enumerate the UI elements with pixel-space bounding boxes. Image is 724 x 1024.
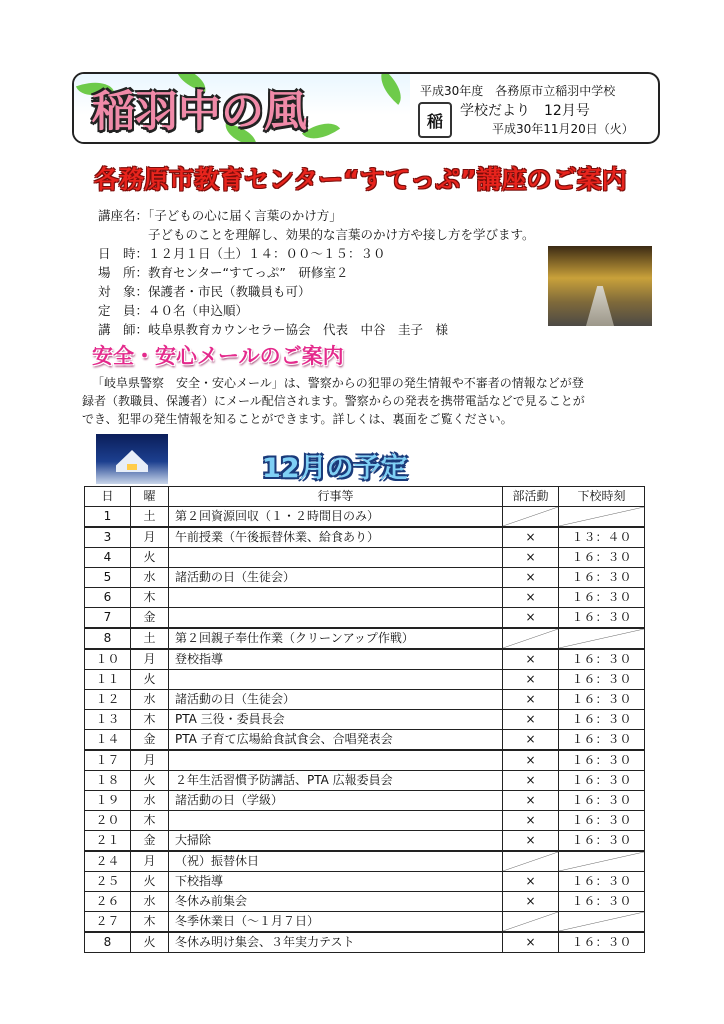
row-club: × [503,932,559,953]
row-club: × [503,730,559,751]
row-day: 3 [85,527,131,548]
schedule-row [85,568,645,588]
mail-paragraph-line: 録者（教職員、保護者）にメール配信されます。警察からの発表を携帯電話などで見ることが [82,394,585,408]
header-day: 日 [85,487,131,507]
row-club: × [503,710,559,730]
row-event: 諸活動の日（生徒会） [169,568,503,588]
row-club: × [503,690,559,710]
row-day: １１ [85,670,131,690]
row-weekday: 金 [131,608,169,629]
row-event [169,811,503,831]
snow-village-photo [96,434,168,484]
window-light [127,464,137,470]
leaf-decoration [372,72,410,105]
schedule-header-row [85,487,645,507]
row-dismissal: １６：３０ [559,608,645,629]
row-day: １９ [85,791,131,811]
row-club: × [503,791,559,811]
row-club: × [503,548,559,568]
header-event: 行事等 [169,487,503,507]
row-event: 第２回親子奉仕作業（クリーンアップ作戦） [169,628,503,649]
header-dismissal: 下校時刻 [559,487,645,507]
row-dismissal: １６：３０ [559,730,645,751]
row-day: １８ [85,771,131,791]
row-dismissal: １６：３０ [559,690,645,710]
row-day: １３ [85,710,131,730]
slash-mark [559,629,644,648]
row-event: 午前授業（午後振替休業、給食あり） [169,527,503,548]
row-weekday: 水 [131,568,169,588]
row-club [503,851,559,872]
row-weekday: 火 [131,932,169,953]
row-day: 6 [85,588,131,608]
course-info-line: 講座名：「子どもの心に届く言葉のかけ方」 [98,208,342,223]
row-event: PTA 子育て広場給食試食会、合唱発表会 [169,730,503,751]
row-club: × [503,568,559,588]
row-day: 1 [85,507,131,528]
slash-mark [559,912,644,931]
row-club: × [503,892,559,912]
row-club [503,912,559,933]
header-club: 部活動 [503,487,559,507]
newsletter-header [72,72,660,144]
slash-mark [559,852,644,871]
row-day: ２６ [85,892,131,912]
row-dismissal: １６：３０ [559,831,645,852]
row-dismissal [559,507,645,528]
row-dismissal: １６：３０ [559,791,645,811]
row-weekday: 火 [131,670,169,690]
row-dismissal: １６：３０ [559,588,645,608]
row-club [503,628,559,649]
schedule-row [85,670,645,690]
schedule-row [85,791,645,811]
row-event: 冬休み明け集会、３年実力テスト [169,932,503,953]
schedule-row [85,588,645,608]
row-weekday: 木 [131,912,169,933]
slash-mark [503,912,558,931]
row-dismissal: １３：４０ [559,527,645,548]
row-event: ２年生活習慣予防講話、PTA 広報委員会 [169,771,503,791]
row-day: 5 [85,568,131,588]
row-club [503,507,559,528]
row-weekday: 月 [131,649,169,670]
row-event: 第２回資源回収（１・２時間目のみ） [169,507,503,528]
row-dismissal [559,912,645,933]
row-event: 冬休み前集会 [169,892,503,912]
row-day: １２ [85,690,131,710]
row-dismissal [559,851,645,872]
row-day: 7 [85,608,131,629]
newsletter-banner: 稲羽中の風 [92,87,307,137]
schedule-heading: 12月の予定 [262,453,408,484]
row-event: 下校指導 [169,872,503,892]
row-weekday: 水 [131,892,169,912]
row-day: ２７ [85,912,131,933]
row-day: ２５ [85,872,131,892]
school-emblem: 稲 [418,102,452,138]
row-day: １７ [85,750,131,771]
row-weekday: 月 [131,851,169,872]
course-info-line: 講 師：岐阜県教育カウンセラー協会 代表 中谷 圭子 様 [98,322,449,337]
row-event [169,670,503,690]
row-event: 登校指導 [169,649,503,670]
row-weekday: 金 [131,831,169,852]
row-club: × [503,771,559,791]
row-club: × [503,670,559,690]
row-club: × [503,750,559,771]
header-weekday: 曜 [131,487,169,507]
slash-mark [559,507,644,526]
schedule-row [85,851,645,872]
header-art [74,74,410,142]
leaf-decoration [302,114,340,144]
course-info-line: 場 所：教育センター“すてっぷ” 研修室２ [98,265,349,280]
schedule-row [85,872,645,892]
row-day: ２４ [85,851,131,872]
row-weekday: 木 [131,588,169,608]
slash-mark [503,629,558,648]
row-event [169,608,503,629]
row-weekday: 木 [131,710,169,730]
slash-mark [503,852,558,871]
row-dismissal: １６：３０ [559,811,645,831]
mail-heading: 安全・安心メールのご案内 [92,344,344,368]
row-club: × [503,608,559,629]
row-event: 冬季休業日（～１月７日） [169,912,503,933]
row-day: １４ [85,730,131,751]
schedule-table [84,486,645,953]
row-event [169,750,503,771]
schedule-row [85,507,645,528]
mail-paragraph-line: 「岐阜県警察 安全・安心メール」は、警察からの犯罪の発生情報や不審者の情報などが登 [92,376,584,390]
row-club: × [503,527,559,548]
row-event: （祝）振替休日 [169,851,503,872]
row-weekday: 月 [131,750,169,771]
schedule-row [85,912,645,933]
schedule-row [85,710,645,730]
row-event [169,588,503,608]
issue-date: 平成30年11月20日（火） [492,122,634,136]
schedule-row [85,548,645,568]
course-info-line: 対 象：保護者・市民（教職員も可） [98,284,311,299]
row-weekday: 火 [131,548,169,568]
row-weekday: 金 [131,730,169,751]
row-club: × [503,811,559,831]
schedule-row [85,527,645,548]
row-day: ２０ [85,811,131,831]
course-info-line: 子どものことを理解し、効果的な言葉のかけ方や接し方を学びます。 [98,227,535,242]
course-heading: 各務原市教育センター“すてっぷ”講座のご案内 [94,165,627,194]
row-dismissal: １６：３０ [559,710,645,730]
schedule-row [85,628,645,649]
row-dismissal: １６：３０ [559,892,645,912]
row-weekday: 火 [131,771,169,791]
row-weekday: 土 [131,507,169,528]
row-dismissal: １６：３０ [559,750,645,771]
schedule-row [85,608,645,629]
slash-mark [503,507,558,526]
course-info-line: 日 時：１２月１日（土）１４：００～１５：３０ [98,246,386,261]
row-weekday: 土 [131,628,169,649]
row-club: × [503,588,559,608]
schedule-row [85,730,645,751]
schedule-row [85,771,645,791]
schedule-row [85,892,645,912]
ginkgo-road-photo [548,246,652,326]
road-shape [586,286,614,326]
row-weekday: 木 [131,811,169,831]
row-weekday: 水 [131,791,169,811]
row-day: ２１ [85,831,131,852]
row-dismissal: １６：３０ [559,771,645,791]
row-day: 8 [85,628,131,649]
row-weekday: 月 [131,527,169,548]
row-day: 4 [85,548,131,568]
row-weekday: 火 [131,872,169,892]
row-dismissal: １６：３０ [559,670,645,690]
mail-paragraph-line: でき、犯罪の発生情報を知ることができます。詳しくは、裏面をご覧ください。 [82,412,513,426]
row-dismissal: １６：３０ [559,932,645,953]
row-club: × [503,872,559,892]
row-club: × [503,831,559,852]
row-event: 諸活動の日（生徒会） [169,690,503,710]
row-day: １０ [85,649,131,670]
row-dismissal: １６：３０ [559,649,645,670]
row-event: 諸活動の日（学級） [169,791,503,811]
row-club: × [503,649,559,670]
school-name: 平成30年度 各務原市立稲羽中学校 [420,84,616,98]
schedule-row [85,932,645,953]
row-day: 8 [85,932,131,953]
schedule-body [85,507,645,953]
row-weekday: 水 [131,690,169,710]
schedule-row [85,690,645,710]
row-event: 大掃除 [169,831,503,852]
row-dismissal: １６：３０ [559,568,645,588]
row-dismissal [559,628,645,649]
course-info-line: 定 員：４０名（申込順） [98,303,249,318]
schedule-row [85,831,645,852]
schedule-row [85,750,645,771]
row-dismissal: １６：３０ [559,548,645,568]
row-dismissal: １６：３０ [559,872,645,892]
row-event: PTA 三役・委員長会 [169,710,503,730]
schedule-row [85,649,645,670]
issue-title: 学校だより 12月号 [460,103,590,119]
schedule-row [85,811,645,831]
row-event [169,548,503,568]
